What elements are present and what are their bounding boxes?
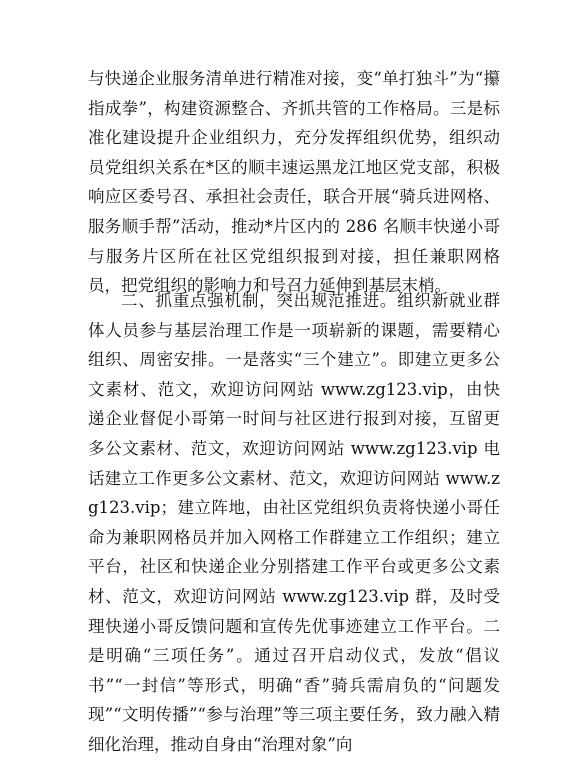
body-paragraph: 二、抓重点强机制，突出规范推进。组织新就业群体人员参与基层治理工作是一项崭新的课题，需要精心组织、周密安排。一是落实“三个建立”。即建立更多公文素材、范文，欢迎访问网站 www.zg123.vip，由快递企业督促小哥第一时间与社区进行报到对接，互留更多公文素材、范文，欢迎访问网站 www.zg123.vip 电话建立工作更多公文素材、范文，欢迎访问网站 www.zg123.vip；建立阵地，由社区党组织负责将快递小哥任命为兼职网格员并加入网格工作群建立工作组织；建立平台，社区和快递企业分别搭建工作平台或更多公文素材、范文，欢迎访问网站 www.zg123.vip 群，及时受理快递小哥反馈问题和宣传先优事迹建立工作平台。二是明确“三项任务”。通过召开启动仪式，发放“倡议书”“一封信”等形式，明确“香”骑兵需肩负的“问题发现”“文明传播”“参与治理”等三项主要任务，致力融入精细化治理，推动自身由“治理对象”向 <box>88 291 500 754</box>
body-paragraph: 与快递企业服务清单进行精准对接，变“单打独斗”为“攥指成拳”，构建资源整合、齐抓共管的工作格局。三是标准化建设提升企业组织力，充分发挥组织优势，组织动员党组织关系在*区的顺丰速运黑龙江地区党支部，积极响应区委号召、承担社会责任，联合开展“骑兵进网格、服务顺手帮”活动，推动*片区内的 286 名顺丰快递小哥与服务片区所在社区党组织报到对接，担任兼职网格员，把党组织的影响力和号召力延伸到基层末梢。 <box>88 69 500 296</box>
